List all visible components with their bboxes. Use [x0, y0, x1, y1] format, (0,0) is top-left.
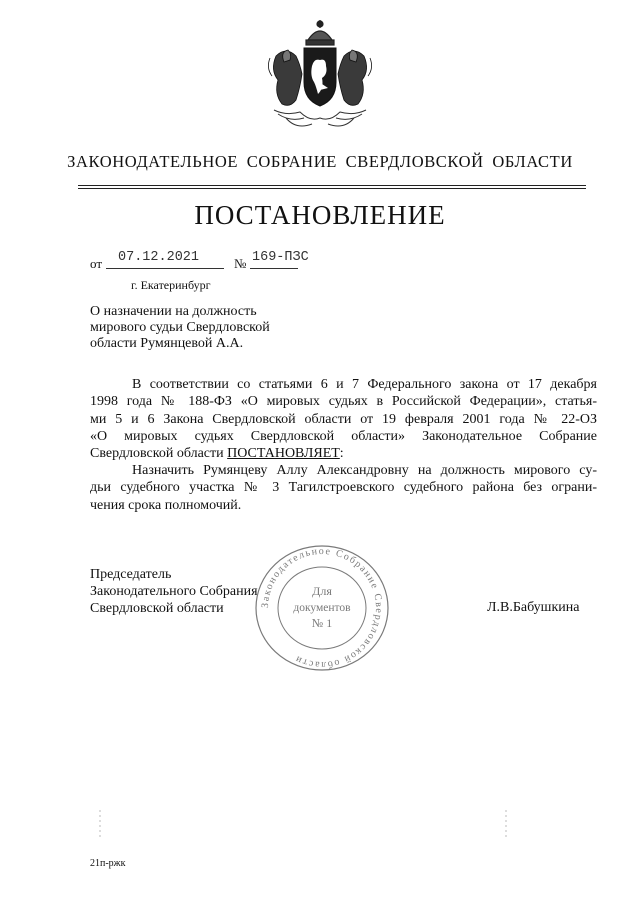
- body-line: чения срока полномочий.: [90, 497, 242, 513]
- body-paragraph-2: [90, 462, 597, 514]
- date-underline: [106, 268, 224, 269]
- city-line: г. Екатеринбург: [131, 278, 211, 292]
- header-rule-bottom: [78, 188, 586, 189]
- svg-text:Законодательное Собрание Сверд: Законодательное Собрание Свердловской области: [259, 545, 385, 671]
- body-paragraph-1: [90, 376, 597, 462]
- organization-name: ЗАКОНОДАТЕЛЬНОЕ СОБРАНИЕ СВЕРДЛОВСКОЙ ОБЛАСТИ: [67, 152, 573, 171]
- official-stamp: [252, 543, 392, 673]
- signatory-name: Л.В.Бабушкина: [487, 600, 580, 615]
- subject-line: О назначении на должность: [90, 304, 257, 319]
- position-line: Законодательного Собрания: [90, 584, 258, 599]
- scan-marks: [94, 810, 514, 850]
- svg-text:документов: документов: [293, 602, 351, 614]
- document-number: 169-ПЗС: [252, 250, 309, 265]
- body-line: «О мировых судьях Свердловской области» Законодательное Собрание: [90, 428, 597, 444]
- subject-line: области Румянцевой А.А.: [90, 336, 244, 351]
- number-label: №: [234, 256, 247, 271]
- svg-text:Для: Для: [312, 584, 332, 598]
- coat-of-arms-emblem: [256, 18, 384, 136]
- position-line: Председатель: [90, 567, 172, 582]
- number-underline: [250, 268, 298, 269]
- footer-code: 21п-ржк: [90, 858, 126, 869]
- subject-line: мирового судьи Свердловской: [90, 320, 270, 335]
- signatory-position: [90, 566, 258, 617]
- date-label: от: [90, 256, 103, 271]
- header-rule-top: [78, 185, 586, 186]
- body-line: Назначить Румянцеву Аллу Александровну на должность мирового су-: [132, 463, 597, 478]
- body-line: [90, 445, 597, 462]
- document-type-title: ПОСТАНОВЛЕНИЕ: [194, 200, 446, 230]
- body-line: В соответствии со статьями 6 и 7 Федерального закона от 17 декабря: [132, 377, 597, 392]
- svg-text:№ 1: № 1: [311, 616, 333, 630]
- body-line: 1998 года № 188-ФЗ «О мировых судьях в Российской Федерации», статья-: [90, 394, 597, 410]
- position-line: Свердловской области: [90, 601, 224, 616]
- body-line: ми 5 и 6 Закона Свердловской области от 19 февраля 2001 года № 22-ОЗ: [90, 411, 597, 427]
- document-date: 07.12.2021: [118, 250, 200, 265]
- body-line-suffix: :: [339, 446, 344, 462]
- body-line-prefix: Свердловской области: [90, 446, 228, 462]
- resolution-keyword: ПОСТАНОВЛЯЕТ: [227, 446, 340, 462]
- document-subject: [90, 304, 270, 352]
- document-meta: [90, 250, 350, 270]
- body-line: дьи судебного участка № 3 Тагилстроевского судебного района без ограни-: [90, 480, 597, 496]
